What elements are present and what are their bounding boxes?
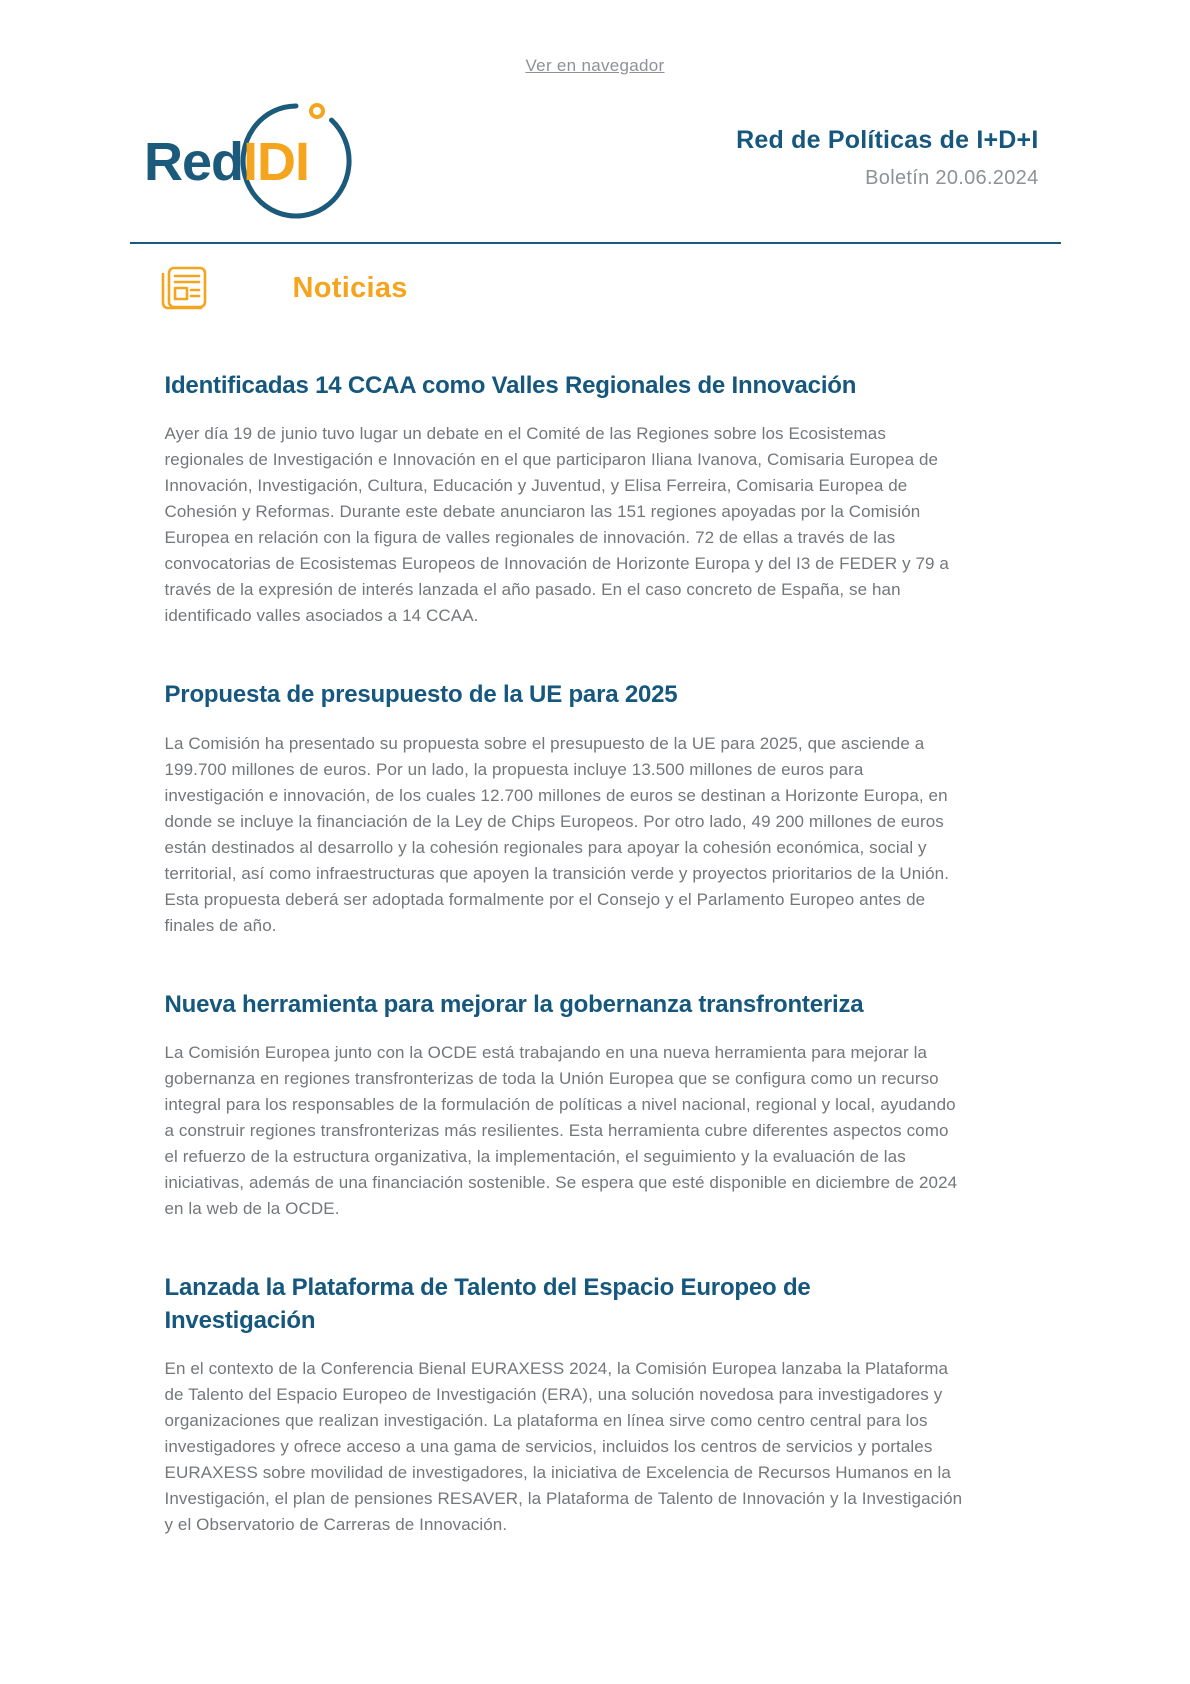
news-article (165, 370, 1021, 629)
redidi-logo (144, 102, 359, 220)
article-title: Nueva herramienta para mejorar la gobernanza transfronteriza (164, 990, 864, 1018)
article-body: En el contexto de la Conferencia Bienal EURAXESS 2024, la Comisión Europea lanzaba la Plataforma de Talento del Espacio Europeo de Investigación (ERA), una solución novedosa para investigadores y organizaciones que realizan investigación. La plataforma en línea sirve como centro central para los investigadores y ofrece acceso a una gama de servicios, incluidos los centros de servicios y portales EURAXESS sobre movilidad de investigadores, la iniciativa de Excelencia de Recursos Humanos en la Investigación, el plan de pensiones RESAVER, la Plataforma de Talento de Innovación y la Investigación y el Observatorio de Carreras de Innovación. (164, 1358, 963, 1534)
news-article (165, 989, 1021, 1222)
articles-list (130, 314, 1061, 1538)
section-header-noticias (130, 262, 1061, 314)
redidi-logo-icon (144, 102, 359, 220)
section-title: Noticias (292, 271, 408, 304)
header-titles (736, 126, 1038, 196)
article-body: Ayer día 19 de junio tuvo lugar un debate en el Comité de las Regiones sobre los Ecosistemas regionales de Investigación e Innovación en el que participaron Iliana Ivanova, Comisaria Europea de Innovación, Investigación, Cultura, Educación y Juventud, y Elisa Ferreira, Comisaria Europea de Cohesión y Reformas. Durante este debate anunciaron las 151 regiones apoyadas por la Comisión Europea en relación con la figura de valles regionales de innovación. 72 de ellas a través de las convocatorias de Ecosistemas Europeos de Innovación de Horizonte Europa y del I3 de FEDER y 79 a través de la expresión de interés lanzada el año pasado. En el caso concreto de España, se han identificado valles asociados a 14 CCAA. (164, 424, 949, 626)
newsletter-page (130, 0, 1061, 1538)
view-in-browser-link[interactable]: Ver en navegador (525, 56, 665, 75)
newspaper-icon (155, 262, 211, 314)
logo-orbit-dot-icon (311, 105, 323, 117)
logo-wordmark (144, 132, 309, 192)
article-title: Lanzada la Plataforma de Talento del Espacio Europeo de Investigación (164, 1274, 811, 1334)
newsletter-header (130, 102, 1061, 244)
article-title: Identificadas 14 CCAA como Valles Regionales de Innovación (164, 372, 857, 399)
news-article (165, 1272, 1021, 1538)
logo-text-idi: IDI (242, 132, 309, 192)
issue-date: Boletín 20.06.2024 (865, 167, 1039, 189)
network-title: Red de Políticas de I+D+I (736, 126, 1039, 154)
logo-text-red: Red (143, 132, 243, 192)
article-title: Propuesta de presupuesto de la UE para 2025 (164, 681, 678, 709)
article-body: La Comisión ha presentado su propuesta sobre el presupuesto de la UE para 2025, que asciende a 199.700 millones de euros. Por un lado, la propuesta incluye 13.500 millones de euros para investigación e innovación, de los cuales 12.700 millones de euros se destinan a Horizonte Europa, en donde se incluye la financiación de la Ley de Chips Europeos. Por otro lado, 49 200 millones de euros están destinados al desarrollo y la cohesión regionales para apoyar la cohesión económica, social y territorial, así como infraestructuras que apoyen la transición verde y proyectos prioritarios de la Unión. Esta propuesta deberá ser adoptada formalmente por el Consejo y el Parlamento Europeo antes de finales de año. (164, 733, 950, 935)
article-body: La Comisión Europea junto con la OCDE está trabajando en una nueva herramienta para mejorar la gobernanza en regiones transfronterizas de toda la Unión Europea que se configura como un recurso integral para los responsables de la formulación de políticas a nivel nacional, regional y local, ayudando a construir regiones transfronterizas más resilientes. Esta herramienta cubre diferentes aspectos como el refuerzo de la estructura organizativa, la implementación, el seguimiento y la evaluación de las iniciativas, además de una financiación sostenible. Se espera que esté disponible en diciembre de 2024 en la web de la OCDE. (164, 1043, 958, 1219)
news-article (165, 679, 1021, 938)
view-in-browser-row (130, 56, 1061, 76)
